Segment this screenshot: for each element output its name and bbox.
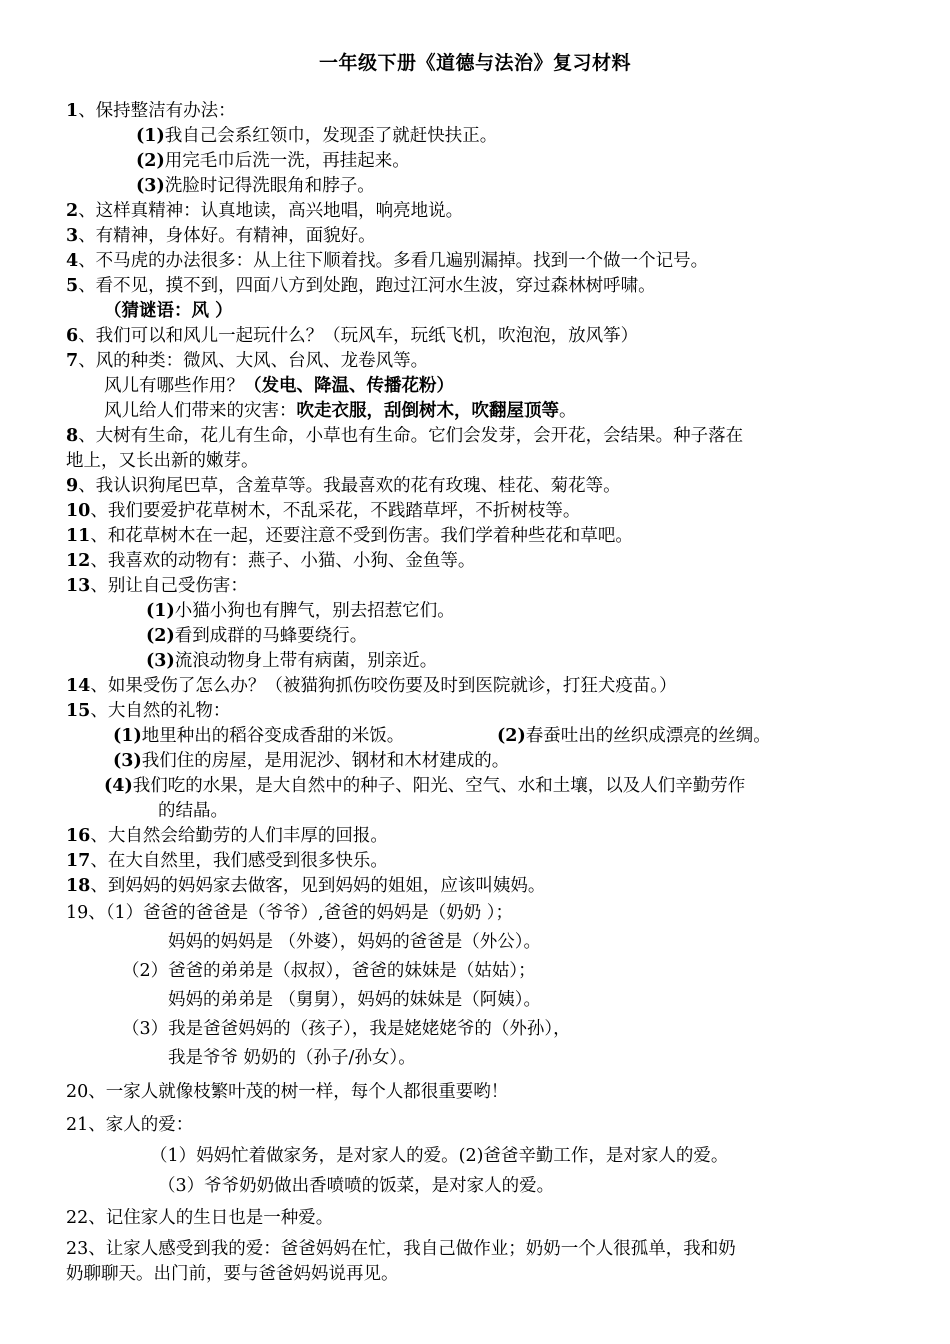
- item-text: 、大树有生命，花儿有生命，小草也有生命。它们会发芽，会开花，会结果。种子落在: [78, 426, 744, 446]
- item-number: 7: [66, 351, 79, 371]
- item-number: 10: [66, 501, 91, 521]
- item-19: [66, 902, 513, 924]
- item-text: 、如果受伤了怎么办？（被猫狗抓伤咬伤要及时到医院就诊，打狂犬疫苗。）: [90, 676, 677, 696]
- item-text: 、到妈妈的妈妈家去做客，见到妈妈的姐姐，应该叫姨妈。: [90, 876, 546, 896]
- riddle-answer: （猜谜语：风 ）: [104, 301, 233, 321]
- item-6: [66, 325, 638, 347]
- item-13: [66, 575, 248, 597]
- item-15: [66, 700, 230, 722]
- item-15-sub-3: [113, 750, 509, 772]
- item-15-sub-2: [497, 725, 771, 747]
- wind-harm-question: 风儿给人们带来的灾害：: [104, 401, 297, 421]
- sub-text: 洗脸时记得洗眼角和脖子。: [164, 176, 375, 196]
- item-13-sub-1: [146, 600, 455, 622]
- item-text: 、和花草树木在一起，还要注意不受到伤害。我们学着种些花和草吧。: [90, 526, 633, 546]
- item-text: 、保持整洁有办法：: [78, 101, 236, 121]
- sub-text: 我们吃的水果，是大自然中的种子、阳光、空气、水和土壤，以及人们辛勤劳作: [132, 776, 746, 796]
- item-text: 、我认识狗尾巴草，含羞草等。我最喜欢的花有玫瑰、桂花、菊花等。: [78, 476, 621, 496]
- sub-number: (2): [497, 726, 526, 746]
- item-number: 8: [66, 426, 79, 446]
- item-text: 、我们要爱护花草树木，不乱采花，不践踏草坪，不折树枝等。: [90, 501, 581, 521]
- item-text: 、在大自然里，我们感受到很多快乐。: [90, 851, 388, 871]
- item-text: 、看不见，摸不到，四面八方到处跑，跑过江河水生波，穿过森林树呼啸。: [78, 276, 656, 296]
- item-1: [66, 100, 236, 122]
- item-text: 、这样真精神：认真地读，高兴地唱，响亮地说。: [78, 201, 464, 221]
- item-11: [66, 525, 633, 547]
- item-15-sub-4: [104, 775, 745, 797]
- item-number: 13: [66, 576, 91, 596]
- item-9: [66, 475, 621, 497]
- item-19-line-2: 妈妈的妈妈是 （外婆），妈妈的爸爸是（外公）。: [168, 932, 542, 952]
- item-number: 20: [66, 1082, 89, 1102]
- item-17: [66, 850, 388, 872]
- sub-number: (3): [146, 651, 175, 671]
- item-text: 、我们可以和风儿一起玩什么？（玩风车，玩纸飞机，吹泡泡，放风筝）: [78, 326, 639, 346]
- item-13-sub-2: [146, 625, 367, 647]
- item-text: 、（1）爸爸的爸爸是（爷爷）,爸爸的妈妈是（奶奶 ）；: [88, 903, 514, 923]
- item-number: 12: [66, 551, 91, 571]
- item-number: 4: [66, 251, 79, 271]
- item-1-sub-3: [136, 175, 375, 197]
- item-number: 11: [66, 526, 91, 546]
- item-4: [66, 250, 708, 272]
- item-15-sub-1: [113, 725, 404, 747]
- item-text: 、我喜欢的动物有：燕子、小猫、小狗、金鱼等。: [90, 551, 476, 571]
- wind-harm-line: [104, 400, 577, 422]
- item-19-line-4: 妈妈的弟弟是 （舅舅），妈妈的妹妹是（阿姨）。: [168, 990, 542, 1010]
- item-22: [66, 1207, 333, 1229]
- sub-text: 春蚕吐出的丝织成漂亮的丝绸。: [525, 726, 771, 746]
- item-3: [66, 225, 376, 247]
- item-number: 3: [66, 226, 79, 246]
- item-text: 、别让自己受伤害：: [90, 576, 248, 596]
- item-7: [66, 350, 428, 372]
- item-number: 2: [66, 201, 79, 221]
- item-text: 、风的种类：微风、大风、台风、龙卷风等。: [78, 351, 429, 371]
- item-text: 、一家人就像枝繁叶茂的树一样，每个人都很重要哟！: [88, 1082, 509, 1102]
- item-number: 21: [66, 1115, 89, 1135]
- sub-text: 用完毛巾后洗一洗，再挂起来。: [164, 151, 410, 171]
- wind-use-answer: （发电、降温、传播花粉）: [244, 376, 454, 396]
- wind-use-question: 风儿有哪些作用？: [104, 376, 244, 396]
- item-19-line-5: （3）我是爸爸妈妈的（孩子），我是姥姥姥爷的（外孙），: [122, 1019, 571, 1039]
- sub-number: (3): [136, 176, 165, 196]
- sub-text: 流浪动物身上带有病菌，别亲近。: [174, 651, 438, 671]
- item-number: 1: [66, 101, 79, 121]
- item-number: 6: [66, 326, 79, 346]
- item-16: [66, 825, 388, 847]
- wind-harm-end: 。: [559, 401, 577, 421]
- item-number: 18: [66, 876, 91, 896]
- item-number: 23: [66, 1239, 89, 1259]
- item-8-cont: 地上，又长出新的嫩芽。: [66, 451, 259, 471]
- sub-text: 看到成群的马蜂要绕行。: [174, 626, 368, 646]
- item-13-sub-3: [146, 650, 437, 672]
- sub-number: (2): [146, 626, 175, 646]
- item-2: [66, 200, 463, 222]
- sub-text: 小猫小狗也有脾气，别去招惹它们。: [174, 601, 455, 621]
- sub-text: 我自己会系红领巾，发现歪了就赶快扶正。: [164, 126, 498, 146]
- item-text: 、不马虎的办法很多：从上往下顺着找。多看几遍别漏掉。找到一个做一个记号。: [78, 251, 709, 271]
- item-number: 19: [66, 903, 89, 923]
- sub-number: (2): [136, 151, 165, 171]
- item-text: 、记住家人的生日也是一种爱。: [88, 1208, 334, 1228]
- sub-text: 地里种出的稻谷变成香甜的米饭。: [141, 726, 405, 746]
- wind-harm-answer: 吹走衣服，刮倒树木，吹翻屋顶等: [296, 401, 559, 421]
- item-14: [66, 675, 677, 697]
- item-1-sub-2: [136, 150, 410, 172]
- sub-text: 我们住的房屋，是用泥沙、钢材和木材建成的。: [141, 751, 510, 771]
- item-text: 、大自然会给勤劳的人们丰厚的回报。: [90, 826, 388, 846]
- item-5: [66, 275, 656, 297]
- sub-number: (1): [136, 126, 165, 146]
- item-19-line-6: 我是爷爷 奶奶的（孙子/孙女）。: [168, 1048, 416, 1068]
- wind-use-line: [104, 375, 454, 397]
- item-21-line-3: （3）爷爷奶奶做出香喷喷的饭菜，是对家人的爱。: [158, 1176, 555, 1196]
- item-number: 5: [66, 276, 79, 296]
- page-title: 一年级下册《道德与法治》复习材料: [318, 52, 631, 74]
- item-12: [66, 550, 475, 572]
- item-23-cont: 奶聊聊天。出门前，要与爸爸妈妈说再见。: [66, 1264, 399, 1284]
- item-21-line-2: （1）妈妈忙着做家务，是对家人的爱。(2)爸爸辛勤工作，是对家人的爱。: [150, 1146, 729, 1166]
- item-number: 9: [66, 476, 79, 496]
- item-20: [66, 1081, 508, 1103]
- sub-number: (1): [146, 601, 175, 621]
- item-text: 、家人的爱：: [88, 1115, 194, 1135]
- item-number: 16: [66, 826, 91, 846]
- item-text: 、大自然的礼物：: [90, 701, 231, 721]
- item-21: [66, 1114, 193, 1136]
- item-8: [66, 425, 743, 447]
- item-1-sub-1: [136, 125, 497, 147]
- item-number: 15: [66, 701, 91, 721]
- item-10: [66, 500, 580, 522]
- item-number: 14: [66, 676, 91, 696]
- sub-number: (3): [113, 751, 142, 771]
- item-number: 22: [66, 1208, 89, 1228]
- sub-number: (1): [113, 726, 142, 746]
- item-text: 、让家人感受到我的爱：爸爸妈妈在忙，我自己做作业；奶奶一个人很孤单，我和奶: [88, 1239, 736, 1259]
- item-18: [66, 875, 545, 897]
- item-23: [66, 1238, 736, 1260]
- item-text: 、有精神，身体好。有精神，面貌好。: [78, 226, 376, 246]
- item-number: 17: [66, 851, 91, 871]
- item-15-sub-4-cont: 的结晶。: [158, 801, 228, 821]
- sub-number: (4): [104, 776, 133, 796]
- item-19-line-3: （2）爸爸的弟弟是（叔叔），爸爸的妹妹是（姑姑）；: [122, 961, 536, 981]
